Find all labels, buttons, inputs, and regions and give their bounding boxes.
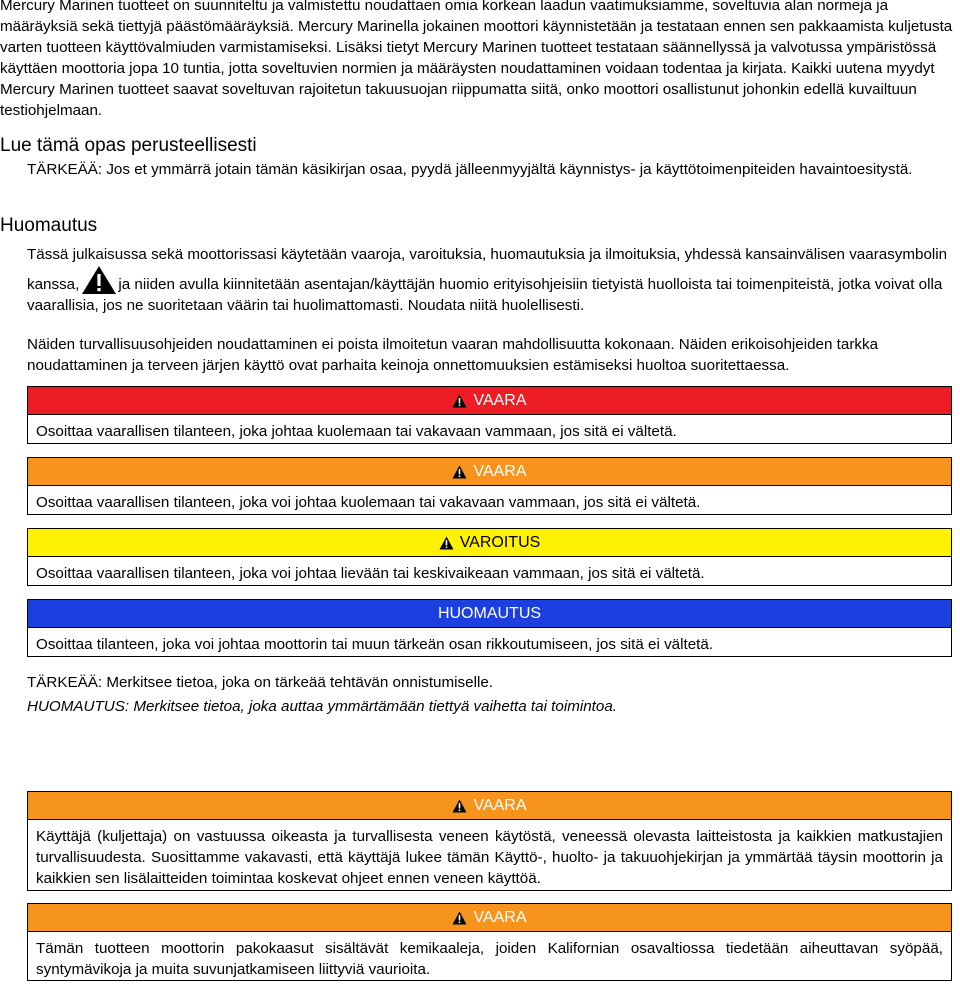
danger-box-exhaust-header: [28, 904, 951, 932]
danger-box-operator: [27, 791, 952, 891]
hazard-symbol-icon: [81, 265, 117, 295]
warning-label: VAROITUS: [459, 533, 541, 551]
notice-note-text: Merkitsee tietoa, joka auttaa ymmärtämään tiettyä vaihetta tai toimintoa.: [129, 698, 618, 715]
notice-note-label: HUOMAUTUS:: [27, 698, 130, 715]
warning-box-yellow-text: Osoittaa vaarallisen tilanteen, joka voi johtaa lievään tai keskivaikeaan vammaan, jos sitä ei vältetä.: [36, 565, 705, 582]
warning-box-yellow: [27, 528, 952, 586]
danger-box-operator-header: [28, 792, 951, 820]
notice-box-blue: [27, 599, 952, 657]
danger-box-red: [27, 386, 952, 444]
notice-paragraph-1-start: Tässä julkaisussa sekä moottorissasi käytetään vaaroja, varoituksia, huomautuksia ja ilmoituksia, yhdessä kansainvälisen vaarasymbolin kanssa,: [27, 246, 948, 293]
danger-box-exhaust: [27, 903, 952, 981]
section-heading-notice: Huomautus: [0, 215, 98, 236]
warning-triangle-icon: [452, 394, 467, 408]
notice-box-blue-header: [28, 600, 951, 628]
section-heading-read-manual: Lue tämä opas perusteellisesti: [0, 135, 257, 156]
danger-box-red-text: Osoittaa vaarallisen tilanteen, joka johtaa kuolemaan tai vakavaan vammaan, jos sitä ei vältetä.: [36, 423, 677, 440]
warning-triangle-icon: [452, 465, 467, 479]
danger-label: VAARA: [473, 391, 527, 409]
danger-label: VAARA: [473, 462, 527, 480]
important-note: TÄRKEÄÄ: Merkitsee tietoa, joka on tärkeää tehtävän onnistumiselle.: [27, 674, 493, 691]
notice-paragraph-2: Näiden turvallisuusohjeiden noudattaminen ei poista ilmoitetun vaaran mahdollisuutta kokonaan. Näiden erikoisohjeiden tarkka noudattaminen ja terveen järjen käyttö ovat parhaita keinoja onnettomuuksien estämiseksi huoltoa suoritettaessa.: [27, 336, 879, 374]
warning-triangle-icon: [439, 536, 454, 550]
warning-box-yellow-header: [28, 529, 951, 557]
notice-note: [27, 696, 952, 717]
danger-box-exhaust-text: Tämän tuotteen moottorin pakokaasut sisältävät kemikaaleja, joiden Kalifornian osavaltiossa tiedetään aiheuttavan syöpää, syntymävikoja ja muita suvunjatkamiseen liittyviä vaurioita.: [36, 940, 943, 978]
danger-label: VAARA: [473, 908, 527, 926]
warning-triangle-icon: [452, 799, 467, 813]
danger-box-orange-text: Osoittaa vaarallisen tilanteen, joka voi johtaa kuolemaan tai vakavaan vammaan, jos sitä ei vältetä.: [36, 494, 701, 511]
notice-label: HUOMAUTUS: [437, 604, 542, 622]
notice-box-blue-text: Osoittaa tilanteen, joka voi johtaa moottorin tai muun tärkeän osan rikkoutumiseen, jos sitä ei vältetä.: [36, 636, 714, 653]
important-read-text: TÄRKEÄÄ: Jos et ymmärrä jotain tämän käsikirjan osaa, pyydä jälleenmyyjältä käynnistys- ja käyttötoimenpiteiden havaintoesitystä.: [27, 161, 913, 178]
intro-paragraph: Mercury Marinen tuotteet on suunniteltu ja valmistettu noudattaen omia korkean laadun vaatimuksiamme, soveltuvia alan normeja ja määräyksiä sekä tiettyjä päästömääräyksiä. Mercury Marinella jokainen moottori käynnistetään ja testataan ennen sen pakkaamista kuljetusta varten tuotteen käyttövalmiuden varmistamiseksi. Lisäksi tietyt Mercury Marinen tuotteet testataan säännellyssä ja valvotussa ympäristössä käyttäen moottoria jopa 10 tuntia, jotta soveltuvien normien ja määräysten noudattaminen voidaan todentaa ja kirjata. Kaikki uutena myydyt Mercury Marinen tuotteet saavat soveltuvan rajoitetun takuusuojan riippumatta siitä, onko moottori osallistunut johonkin edellä kuvailtuun testiohjelmaan.: [0, 0, 953, 119]
danger-box-operator-text: Käyttäjä (kuljettaja) on vastuussa oikeasta ja turvallisesta veneen käytöstä, veneessä olevasta laitteistosta ja kaikkien matkustajien turvallisuudesta. Suosittamme vakavasti, että käyttäjä lukee tämän Käyttö-, huolto- ja takuuohjekirjan ja ymmärtää täysin moottorin ja kaikkien sen lisälaitteiden toimintaa koskevat ohjeet ennen veneen käyttöä.: [36, 828, 943, 887]
danger-box-red-header: [28, 387, 951, 415]
danger-label: VAARA: [473, 796, 527, 814]
notice-paragraph-1: [27, 244, 952, 316]
danger-box-orange: [27, 457, 952, 515]
notice-paragraph-1-end: ja niiden avulla kiinnitetään asentajan/käyttäjän huomio erityisohjeisiin tietyistä huolloista tai toimenpiteistä, jotka voivat olla vaarallisia, jos ne suoritetaan väärin tai huolimattomasti. Noudata niitä huolellisesti.: [27, 276, 943, 314]
danger-box-orange-header: [28, 458, 951, 486]
warning-triangle-icon: [452, 911, 467, 925]
